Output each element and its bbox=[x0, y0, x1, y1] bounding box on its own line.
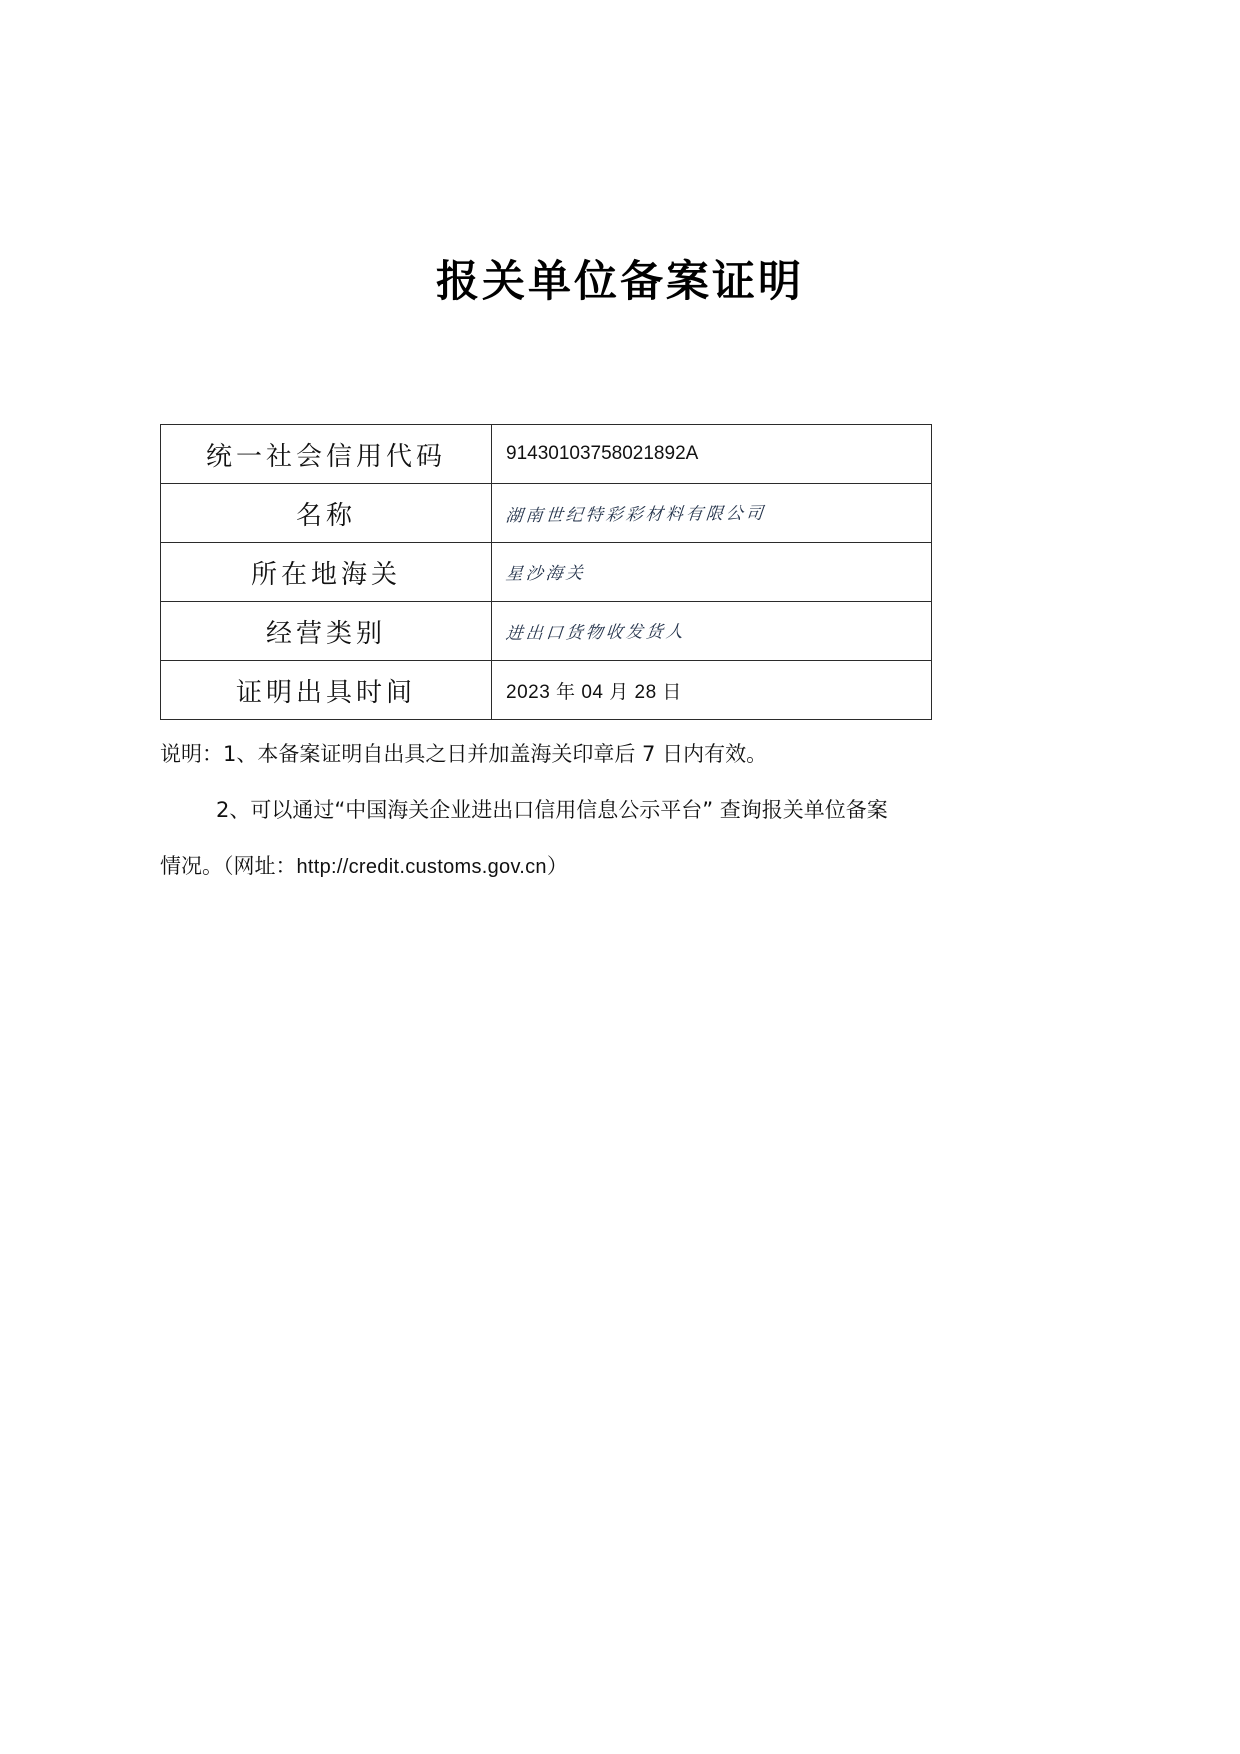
table-row bbox=[161, 661, 932, 720]
row-value-business-category bbox=[492, 602, 932, 661]
table-row bbox=[161, 543, 932, 602]
registration-info-table bbox=[160, 424, 932, 720]
row-label-company-name: 名称 bbox=[161, 484, 492, 543]
row-label-business-category: 经营类别 bbox=[161, 602, 492, 661]
row-value-credit-code: 91430103758021892A bbox=[492, 425, 932, 484]
row-value-customs-office bbox=[492, 543, 932, 602]
handwritten-business-category: 进出口货物收发货人 bbox=[504, 622, 687, 644]
row-label-customs-office: 所在地海关 bbox=[161, 543, 492, 602]
table-row bbox=[161, 425, 932, 484]
table-row bbox=[161, 602, 932, 661]
page-title: 报关单位备案证明 bbox=[436, 257, 804, 307]
note-line-3-suffix: ） bbox=[546, 854, 568, 878]
row-value-company-name bbox=[492, 484, 932, 543]
handwritten-customs-office: 星沙海关 bbox=[504, 563, 587, 585]
row-label-issue-date: 证明出具时间 bbox=[161, 661, 492, 720]
note-line-3-prefix: 情况。（网址： bbox=[160, 854, 297, 878]
table-row bbox=[161, 484, 932, 543]
handwritten-company-name: 湖南世纪特彩彩材料有限公司 bbox=[504, 503, 767, 527]
row-label-credit-code: 统一社会信用代码 bbox=[161, 425, 492, 484]
notes-section bbox=[160, 726, 960, 895]
note-line-3 bbox=[160, 838, 960, 895]
note-line-2: 2、可以通过“中国海关企业进出口信用信息公示平台” 查询报关单位备案 bbox=[216, 798, 888, 822]
row-value-issue-date bbox=[492, 661, 932, 720]
credit-platform-url[interactable]: http://credit.customs.gov.cn bbox=[296, 856, 547, 878]
note-line-1: 说明：1、本备案证明自出具之日并加盖海关印章后 7 日内有效。 bbox=[160, 742, 768, 766]
issue-date-text: 2023 年 04 月 28 日 bbox=[506, 681, 682, 703]
